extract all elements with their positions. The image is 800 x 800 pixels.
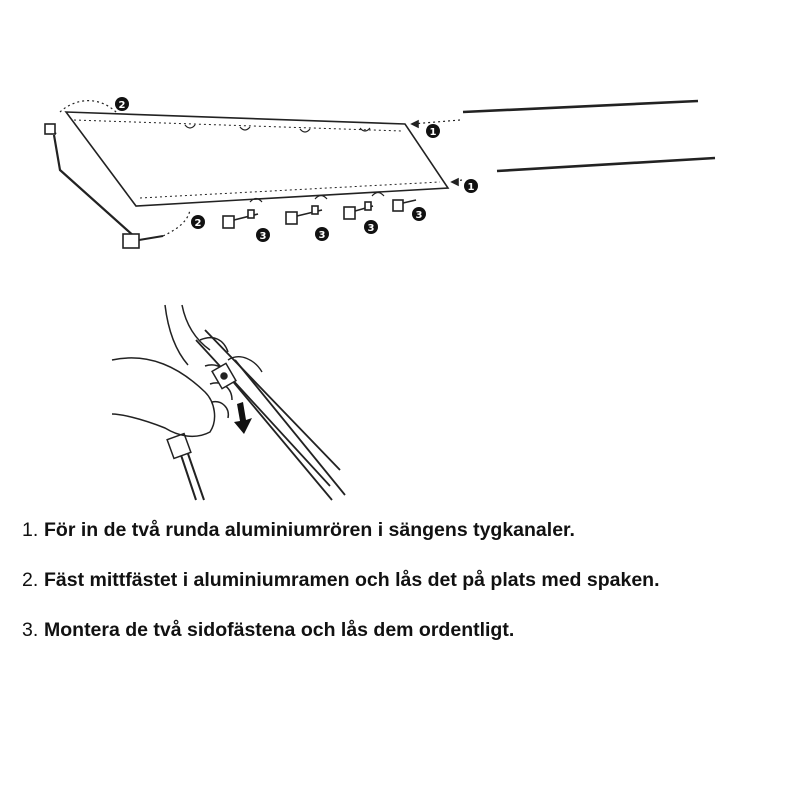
hand-illustration: [112, 305, 345, 500]
aluminium-tube-top: [463, 101, 698, 112]
circled-number-badge: [412, 207, 426, 221]
step-text: Montera de två sidofästena och lås dem ordentligt.: [44, 619, 515, 641]
svg-text:3: 3: [367, 223, 375, 234]
side-bracket: [223, 210, 258, 228]
svg-text:3: 3: [259, 231, 267, 242]
down-arrow-icon: [234, 402, 252, 434]
circled-number-badge: [256, 228, 270, 242]
svg-text:2: 2: [118, 100, 126, 111]
svg-text:3: 3: [318, 230, 326, 241]
side-bracket: [344, 202, 373, 219]
step-number: 3.: [22, 619, 39, 641]
side-bracket: [286, 206, 322, 224]
svg-text:2: 2: [194, 218, 202, 229]
circled-number-badge: [115, 97, 129, 111]
instruction-step: [22, 568, 660, 592]
circled-number-badge: [364, 220, 378, 234]
instruction-step: [22, 518, 660, 542]
step-number: 1.: [22, 519, 39, 541]
aluminium-tube-bottom: [497, 158, 715, 171]
svg-text:1: 1: [467, 182, 475, 193]
step-text: Fäst mittfästet i aluminiumramen och lås det på plats med spaken.: [44, 569, 660, 591]
circled-number-badge: [315, 227, 329, 241]
circled-number-badge: [191, 215, 205, 229]
svg-text:1: 1: [429, 127, 437, 138]
side-bracket: [393, 200, 416, 211]
instruction-step: [22, 618, 660, 642]
instruction-list: [22, 518, 660, 668]
circled-number-badge: [426, 124, 440, 138]
cot-fabric: [66, 112, 448, 206]
circled-number-badge: [464, 179, 478, 193]
step-number: 2.: [22, 569, 39, 591]
svg-text:3: 3: [415, 210, 423, 221]
cot-assembly-illustration: [45, 101, 715, 248]
step-text: För in de två runda aluminiumrören i sängens tygkanaler.: [44, 519, 575, 541]
